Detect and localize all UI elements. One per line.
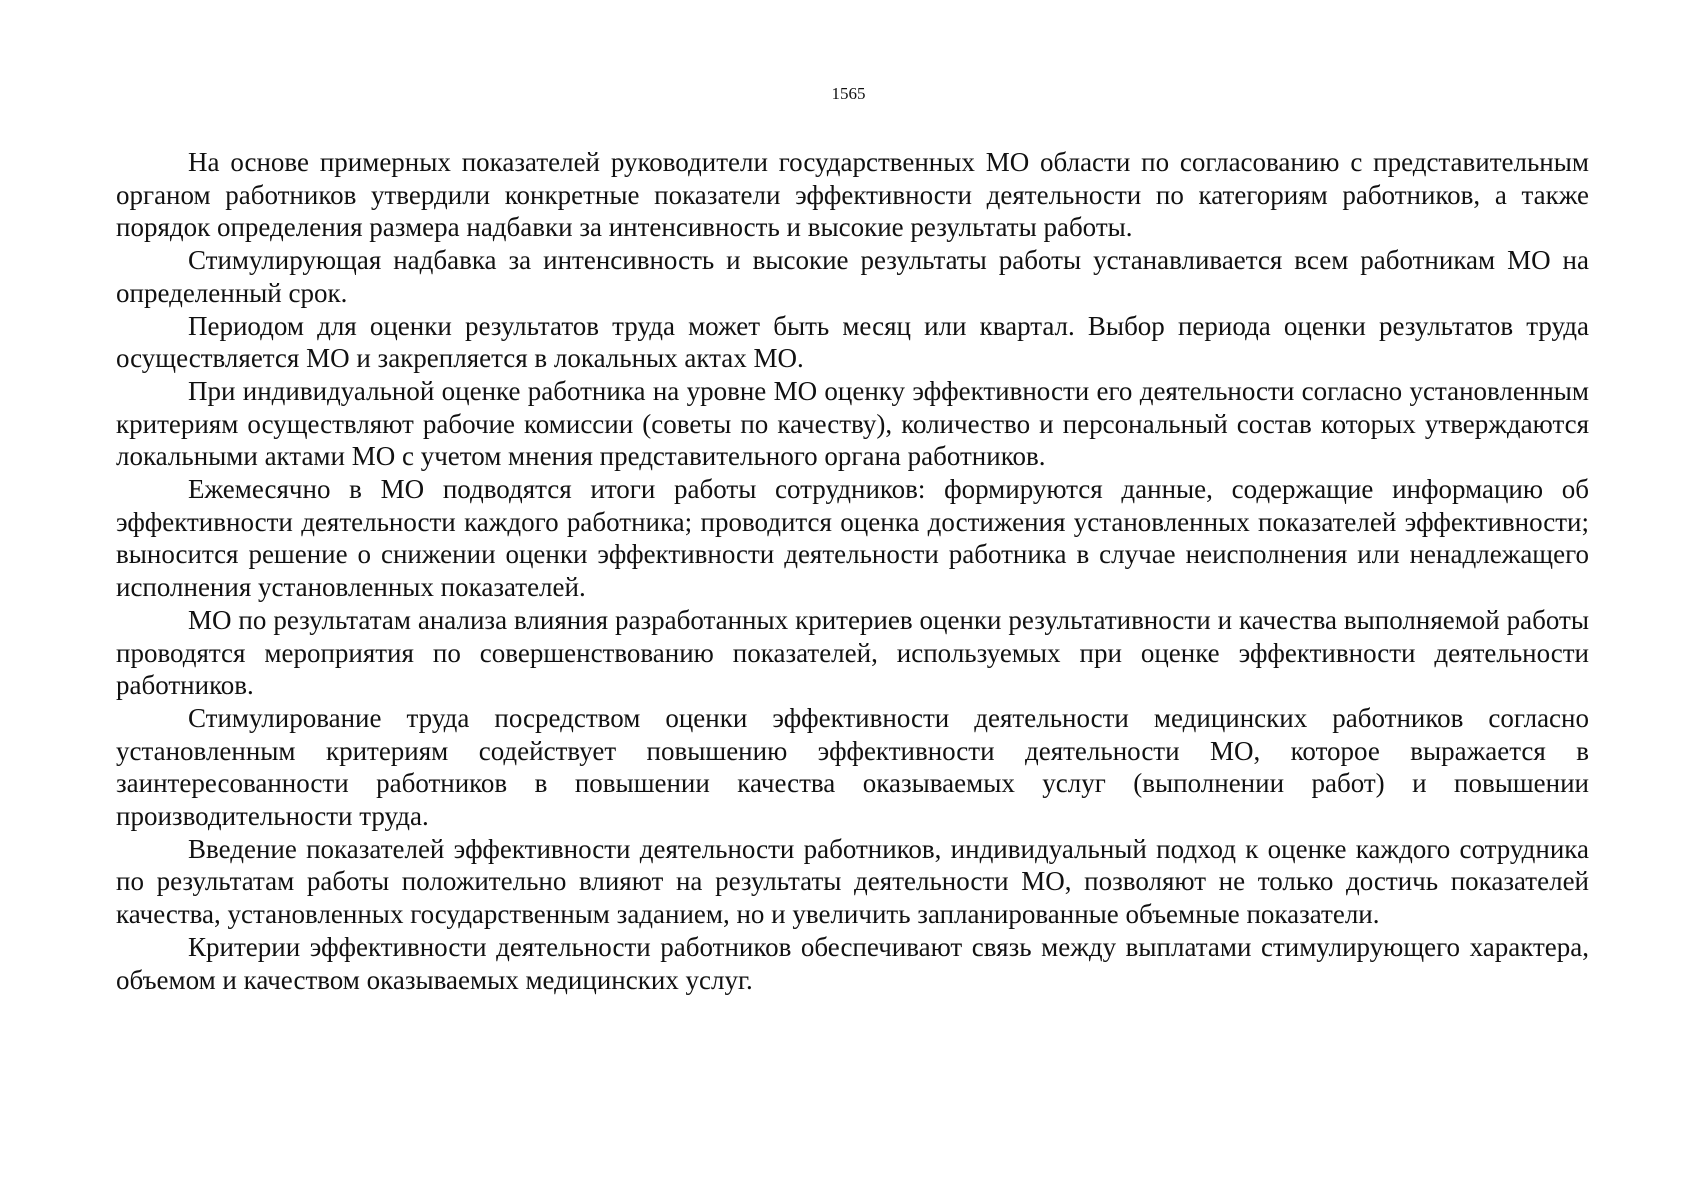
paragraph: При индивидуальной оценке работника на уровне МО оценку эффективности его деятельности согласно установленным критериям осуществляют рабочие комиссии (советы по качеству), количество и персональный состав которых утверждаются локальными актами МО с учетом мнения представительного органа работников. [116, 375, 1589, 472]
paragraph: Введение показателей эффективности деятельности работников, индивидуальный подход к оценке каждого сотрудника по результатам работы положительно влияют на результаты деятельности МО, позволяют не только достичь показателей качества, установленных государственным заданием, но и увеличить запланированные объемные показатели. [116, 833, 1589, 930]
document-body [116, 146, 1589, 996]
paragraph: Периодом для оценки результатов труда может быть месяц или квартал. Выбор периода оценки результатов труда осуществляется МО и закрепляется в локальных актах МО. [116, 310, 1589, 374]
paragraph: Стимулирующая надбавка за интенсивность и высокие результаты работы устанавливается всем работникам МО на определенный срок. [116, 245, 1589, 308]
paragraph: МО по результатам анализа влияния разработанных критериев оценки результативности и качества выполняемой работы проводятся мероприятия по совершенствованию показателей, используемых при оценке эффективности деятельности работников. [116, 604, 1589, 701]
paragraph: На основе примерных показателей руководители государственных МО области по согласованию с представительным органом работников утвердили конкретные показатели эффективности деятельности по категориям работников, а также порядок определения размера надбавки за интенсивность и высокие результаты работы. [116, 147, 1589, 243]
page-number: 1565 [831, 84, 866, 103]
paragraph: Критерии эффективности деятельности работников обеспечивают связь между выплатами стимулирующего характера, объемом и качеством оказываемых медицинских услуг. [116, 931, 1589, 995]
paragraph: Стимулирование труда посредством оценки эффективности деятельности медицинских работников согласно установленным критериям содействует повышению эффективности деятельности МО, которое выражается в заинтересованности работников в повышении качества оказываемых услуг (выполнении работ) и повышении производительности труда. [116, 702, 1589, 832]
paragraph: Ежемесячно в МО подводятся итоги работы сотрудников: формируются данные, содержащие информацию об эффективности деятельности каждого работника; проводится оценка достижения установленных показателей эффективности; выносится решение о снижении оценки эффективности деятельности работника в случае неисполнения или ненадлежащего исполнения установленных показателей. [116, 474, 1589, 603]
